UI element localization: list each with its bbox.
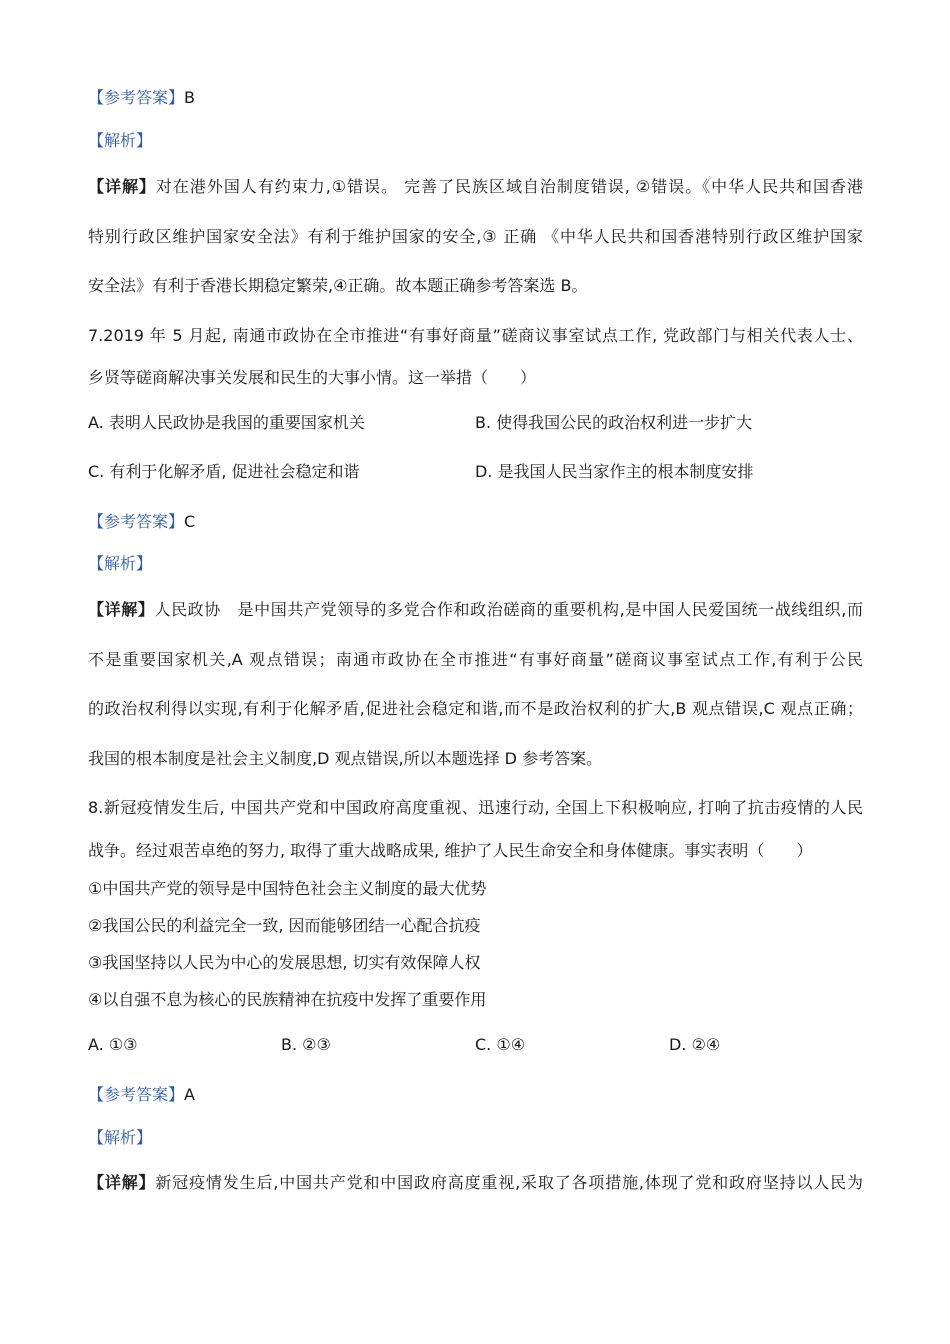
- detail-tag: 【详解】: [88, 600, 155, 619]
- q8-analysis-label: 【解析】: [88, 1128, 153, 1147]
- q6-answer: [88, 88, 195, 108]
- q7-stem-line-2: 乡贤等磋商解决事关发展和民生的大事小情。这一举措（ ）: [88, 368, 537, 387]
- answer-label: 【参考答案】: [88, 88, 185, 107]
- answer-value: A: [184, 1085, 195, 1104]
- q8-option-b: B. ②③: [281, 1035, 331, 1054]
- q7-stem-line-1: 7.2019 年 5 月起, 南通市政协在全市推进“有事好商量”磋商议事室试点工作, 党政部门与相关代表人士、: [88, 326, 863, 345]
- q7-detail-line-3: 的政治权利得以实现,有利于化解矛盾,促进社会稳定和谐,而不是政治权利的扩大,B 观点错误,C 观点正确；: [88, 699, 863, 718]
- answer-value: C: [184, 512, 196, 531]
- q7-detail-line-4: 我国的根本制度是社会主义制度,D 观点错误,所以本题选择 D 参考答案。: [88, 749, 603, 768]
- q8-statement-4: ④以自强不息为核心的民族精神在抗疫中发挥了重要作用: [88, 990, 487, 1009]
- q6-detail-line-3: 安全法》有利于香港长期稳定繁荣,④正确。故本题正确参考答案选 B。: [88, 276, 588, 295]
- answer-label: 【参考答案】: [88, 512, 185, 531]
- detail-tag: 【详解】: [88, 177, 156, 196]
- q7-option-a: A. 表明人民政协是我国的重要国家机关: [88, 413, 365, 432]
- q7-analysis-label: 【解析】: [88, 554, 153, 573]
- q6-detail-line-1: 【详解】对在港外国人有约束力,①错误。 完善了民族区域自治制度错误, ②错误。《中华人民共和国香港: [88, 177, 863, 196]
- q8-option-d: D. ②④: [669, 1035, 721, 1054]
- detail-tag: 【详解】: [88, 1173, 156, 1192]
- q7-detail-line-2: 不是重要国家机关,A 观点错误；南通市政协在全市推进“有事好商量”磋商议事室试点工作,有利于公民: [88, 650, 863, 669]
- q6-detail-line-2: 特别行政区维护国家安全法》有利于维护国家的安全,③ 正确 《中华人民共和国香港特别行政区维护国家: [88, 227, 863, 246]
- q8-option-a: A. ①③: [88, 1035, 138, 1054]
- q8-statement-3: ③我国坚持以人民为中心的发展思想, 切实有效保障人权: [88, 953, 481, 972]
- q8-option-c: C. ①④: [475, 1035, 526, 1054]
- q7-option-c: C. 有利于化解矛盾, 促进社会稳定和谐: [88, 462, 360, 481]
- answer-value: B: [184, 88, 195, 107]
- q8-statement-1: ①中国共产党的领导是中国特色社会主义制度的最大优势: [88, 879, 487, 898]
- q8-detail-line-1: 【详解】新冠疫情发生后,中国共产党和中国政府高度重视,采取了各项措施,体现了党和政府坚持以人民为: [88, 1173, 863, 1192]
- q7-option-d: D. 是我国人民当家作主的根本制度安排: [475, 462, 754, 481]
- q8-statement-2: ②我国公民的利益完全一致, 因而能够团结一心配合抗疫: [88, 916, 481, 935]
- q8-stem-line-1: 8.新冠疫情发生后, 中国共产党和中国政府高度重视、迅速行动, 全国上下积极响应, 打响了抗击疫情的人民: [88, 798, 863, 817]
- answer-label: 【参考答案】: [88, 1085, 185, 1104]
- q6-analysis-label: 【解析】: [88, 131, 153, 150]
- q7-detail-line-1: 【详解】人民政协 是中国共产党领导的多党合作和政治磋商的重要机构,是中国人民爱国统一战线组织,而: [88, 600, 863, 619]
- q7-option-b: B. 使得我国公民的政治权利进一步扩大: [475, 413, 753, 432]
- q8-stem-line-2: 战争。经过艰苦卓绝的努力, 取得了重大战略成果, 维护了人民生命安全和身体健康。事实表明（ ）: [88, 841, 813, 860]
- q7-answer: [88, 512, 195, 532]
- q8-answer: [88, 1085, 195, 1105]
